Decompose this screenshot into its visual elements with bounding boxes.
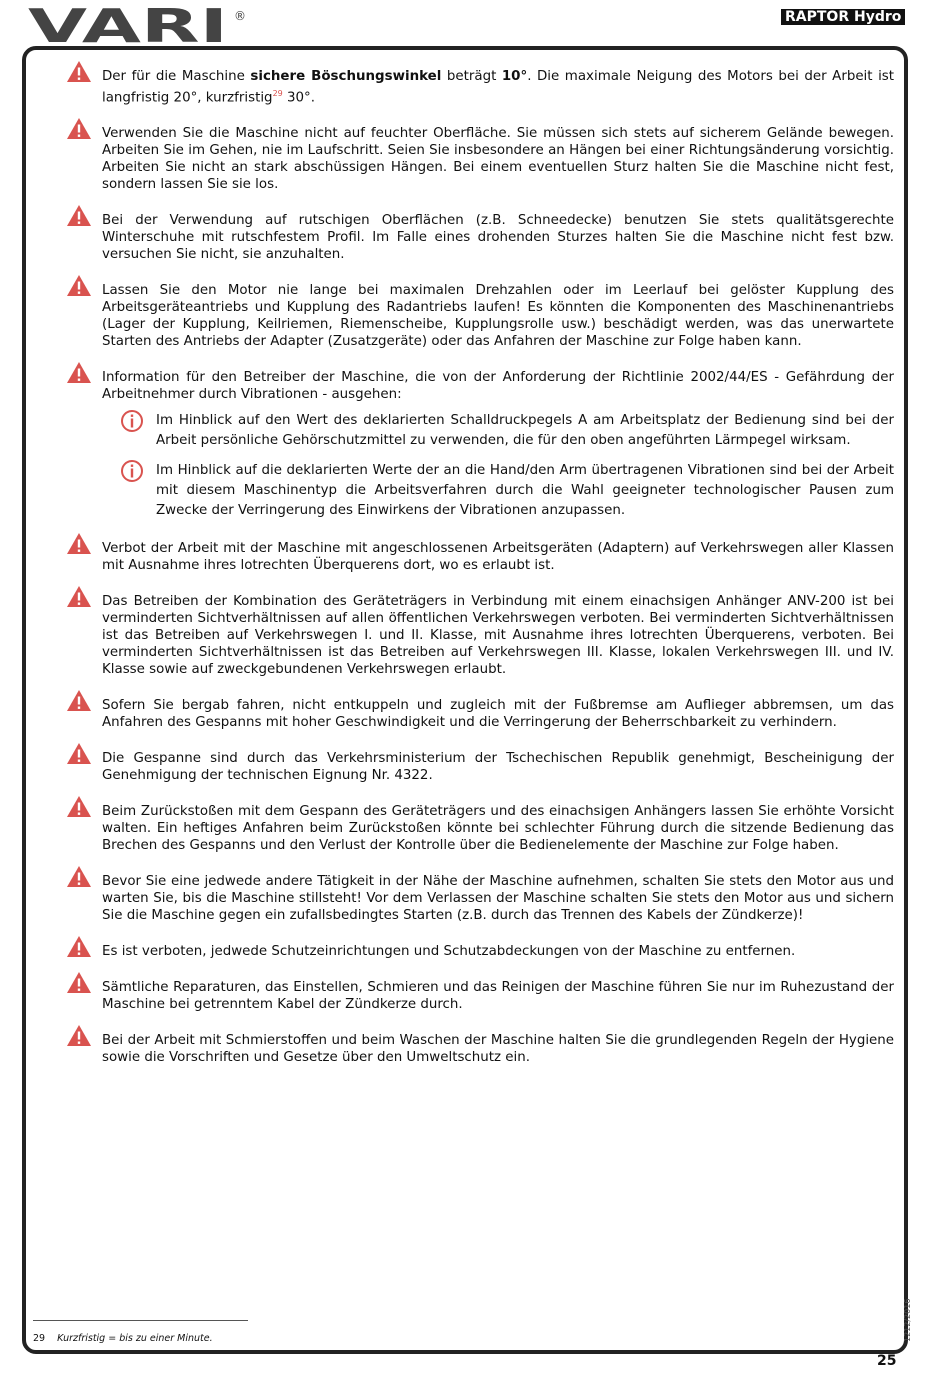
safety-item: Das Betreiben der Kombination des Geräteträgers in Verbindung mit einem einachsigen Anhänger ANV-200 ist bei verminderten Sichtverhältnissen auf allen öffentlichen Verkehrswegen verboten. Bei verminderten Sichtverhältnissen ist das Betreiben auf Verkehrswegen I. und II. Klasse, mit Ausnahme ihres lotrechten Überquerens, verboten. Bei verminderten Sichtverhältnissen ist das Betreiben auf Verkehrswegen III. Klasse, lokalen Verkehrswegen III. und IV. Klasse sowie auf zweckgebundenen Verkehrswegen erlaubt.: [60, 593, 894, 678]
document-date: 1212/2016: [903, 1298, 912, 1342]
safety-item: Der für die Maschine sichere Böschungswinkel beträgt 10°. Die maximale Neigung des Motors bei der Arbeit ist langfristig 20°, kurzfristig$^{29}$ 30°.: [60, 68, 894, 106]
footnote-divider: [33, 1320, 248, 1321]
warning-icon: [66, 361, 92, 384]
warning-icon: [66, 532, 92, 555]
safety-item: Sämtliche Reparaturen, das Einstellen, Schmieren und das Reinigen der Maschine führen Sie nur im Ruhezustand der Maschine bei getrenntem Kabel der Zündkerze durch.: [60, 979, 894, 1013]
warning-icon: [66, 795, 92, 818]
warning-icon: [66, 865, 92, 888]
warning-icon: [66, 60, 92, 83]
footnote-number: 29: [33, 1333, 46, 1344]
safety-item: Lassen Sie den Motor nie lange bei maximalen Drehzahlen oder im Leerlauf bei gelöster Kupplung des Arbeitsgeräteantriebs und Kupplung des Radantriebs laufen! Es könnten die Komponenten des Maschinenantriebs (Lager der Kupplung, Keilriemen, Riemenscheibe, Kupplungsrolle usw.) beschädigt werden, was das unerwartete Starten des Antriebs der Adapter (Zusatzgeräte) oder das Anfahren der Maschine zur Folge haben kann.: [60, 282, 894, 350]
registered-mark: ®: [234, 9, 246, 23]
safety-item: Verwenden Sie die Maschine nicht auf feuchter Oberfläche. Sie müssen sich stets auf sicherem Gelände bewegen. Arbeiten Sie im Gehen, nie im Laufschritt. Seien Sie insbesondere an Hängen bei einer Richtungsänderung vorsichtig. Arbeiten Sie nicht an stark abschüssigen Hängen. Bei einem eventuellen Sturz halten Sie die Maschine nicht fest, sondern lassen Sie sie los.: [60, 125, 894, 193]
warning-icon: [66, 689, 92, 712]
safety-item: Information für den Betreiber der Maschine, die von der Anforderung der Richtlinie 2002/44/ES - Gefährdung der Arbeitnehmer durch Vibrationen - ausgehen:: [60, 369, 894, 403]
warning-icon: [66, 971, 92, 994]
safety-item: Sofern Sie bergab fahren, nicht entkuppeln und zugleich mit der Fußbremse am Auflieger abbremsen, um das Anfahren des Gespanns mit hoher Geschwindigkeit und die Verringerung der Beherrschbarkeit zu verhindern.: [60, 697, 894, 731]
vari-logo: [28, 6, 250, 46]
page-number: 25: [877, 1353, 897, 1369]
safety-item: Bevor Sie eine jedwede andere Tätigkeit in der Nähe der Maschine aufnehmen, schalten Sie stets den Motor aus und warten Sie, bis die Maschine stillsteht! Vor dem Verlassen der Maschine schalten Sie stets den Motor aus und sichern Sie die Maschine gegen ein zufallsbedingtes Starten (z.B. durch das Trennen des Kabels der Zündkerze)!: [60, 873, 894, 924]
info-icon: [120, 459, 144, 483]
safety-item: Verbot der Arbeit mit der Maschine mit angeschlossenen Arbeitsgeräten (Adaptern) auf Verkehrswegen aller Klassen mit Ausnahme ihres lotrechten Überquerens dort, wo es erlaubt ist.: [60, 540, 894, 574]
footnote-text: Kurzfristig = bis zu einer Minute.: [57, 1333, 213, 1344]
safety-item: Die Gespanne sind durch das Verkehrsministerium der Tschechischen Republik genehmigt, Bescheinigung der Genehmigung der technischen Eignung Nr. 4322.: [60, 750, 894, 784]
warning-icon: [66, 585, 92, 608]
safety-item: Bei der Verwendung auf rutschigen Oberflächen (z.B. Schneedecke) benutzen Sie stets qualitätsgerechte Winterschuhe mit rutschfestem Profil. Im Falle eines drohenden Sturzes halten Sie die Maschine nicht fest bzw. versuchen Sie nicht, sie anzuhalten.: [60, 212, 894, 263]
footnote: [33, 1333, 213, 1344]
warning-icon: [66, 935, 92, 958]
warning-icon: [66, 1024, 92, 1047]
warning-icon: [66, 117, 92, 140]
product-label: RAPTOR Hydro: [781, 9, 905, 25]
info-icon: [120, 409, 144, 433]
footnote-ref: 29: [272, 89, 283, 98]
warning-icon: [66, 204, 92, 227]
logo-text: VARI: [28, 6, 228, 46]
safety-instructions: [60, 68, 894, 1066]
safety-item: Bei der Arbeit mit Schmierstoffen und beim Waschen der Maschine halten Sie die grundlegenden Regeln der Hygiene sowie die Vorschriften und Gesetze über den Umweltschutz ein.: [60, 1032, 894, 1066]
info-subitem: Im Hinblick auf die deklarierten Werte der an die Hand/den Arm übertragenen Vibrationen sind bei der Arbeit mit diesem Maschinentyp die Arbeitsverfahren durch die Wahl geeigneter technologischer Pausen zum Zwecke der Verringerung des Einwirkens der Vibrationen anzupassen.: [60, 461, 894, 521]
safety-item: Beim Zurückstoßen mit dem Gespann des Geräteträgers und des einachsigen Anhängers lassen Sie erhöhte Vorsicht walten. Ein heftiges Anfahren beim Zurückstoßen könnte bei schlechter Führung durch die sitzende Bedienung das Brechen des Gespanns und den Verlust der Kontrolle über die Bedienelemente der Maschine zur Folge haben.: [60, 803, 894, 854]
warning-icon: [66, 274, 92, 297]
safety-item: Es ist verboten, jedwede Schutzeinrichtungen und Schutzabdeckungen von der Maschine zu entfernen.: [60, 943, 894, 960]
info-subitem: Im Hinblick auf den Wert des deklarierten Schalldruckpegels A am Arbeitsplatz der Bedienung sind bei der Arbeit persönliche Gehörschutzmittel zu verwenden, die für den oben angeführten Lärmpegel wirksam.: [60, 411, 894, 451]
warning-icon: [66, 742, 92, 765]
